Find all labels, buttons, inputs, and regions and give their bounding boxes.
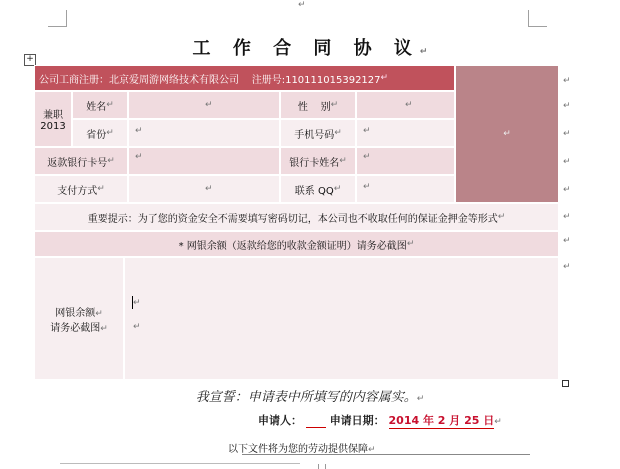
paragraph-mark: ↵ [133, 298, 141, 308]
payment-label-cell [34, 175, 128, 203]
paragraph-mark: ↵ [405, 100, 413, 110]
screenshot-label-line2: 请务必截图↵ [50, 322, 108, 334]
paragraph-mark: ↵ [97, 184, 105, 194]
important-notice-row [34, 203, 559, 231]
gender-label: 性 别 [297, 101, 331, 113]
paragraph-mark: ↵ [563, 76, 571, 86]
footer-line [228, 440, 376, 455]
paragraph-mark: ↵ [330, 100, 339, 110]
company-registration-text: 公司工商注册：北京爱周游网络技术有限公司 注册号:110111015392127 [39, 74, 381, 86]
part-time-year: 2013 [40, 121, 66, 132]
gender-input-cell[interactable] [356, 91, 455, 119]
bank-balance-note-row [34, 231, 559, 257]
important-notice-text: 重要提示：为了您的资金安全不需要填写密码切记，本公司也不收取任何的保证金押金等形式 [87, 213, 498, 225]
page-corner-mark-top-left [48, 10, 67, 27]
page-title [0, 34, 620, 60]
paragraph-mark: ↵ [563, 157, 571, 167]
bank-name-label-cell [280, 147, 356, 175]
bank-card-label: 返款银行卡号 [47, 157, 108, 169]
paragraph-mark: ↵ [363, 182, 371, 192]
paragraph-mark: ↵ [563, 212, 571, 222]
table-move-handle[interactable]: + [24, 54, 36, 66]
bank-name-label: 银行卡姓名 [289, 157, 340, 169]
paragraph-mark: ↵ [416, 394, 425, 404]
footer-text: 以下文件将为您的劳动提供保障 [228, 444, 368, 455]
paragraph-mark: ↵ [107, 156, 115, 166]
part-time-label: 兼职 [43, 110, 63, 121]
paragraph-mark: ↵ [205, 100, 213, 110]
paragraph-mark: ↵ [133, 322, 141, 332]
qq-input-cell[interactable] [356, 175, 455, 203]
paragraph-mark: ↵ [563, 185, 571, 195]
screenshot-label-line1: 网银余额↵ [55, 307, 103, 319]
screenshot-input-cell[interactable] [124, 257, 559, 380]
paragraph-mark: ↵ [333, 184, 342, 194]
phone-label: 手机号码 [294, 129, 335, 141]
date-value[interactable]: 2014 年 2 月 25 日 [388, 414, 495, 427]
name-input-cell[interactable] [128, 91, 280, 119]
paragraph-mark: ↵ [339, 156, 347, 166]
paragraph-mark: ↵ [497, 212, 506, 222]
paragraph-mark: ↵ [563, 262, 571, 272]
paragraph-mark: ↵ [205, 184, 213, 194]
paragraph-mark: ↵ [363, 152, 371, 162]
page-corner-mark-top-right [528, 10, 547, 27]
province-label-cell [72, 119, 128, 147]
paragraph-mark: ↵ [494, 417, 502, 427]
bank-name-input-cell[interactable] [356, 147, 455, 175]
paragraph-mark: ↵ [334, 128, 342, 138]
name-label: 姓名 [86, 101, 107, 113]
paragraph-mark: ↵ [563, 236, 571, 246]
gender-label-cell [280, 91, 356, 119]
province-label: 省份 [86, 129, 107, 141]
screenshot-label-cell [34, 257, 124, 380]
paragraph-mark: ↵ [135, 126, 143, 136]
phone-label-cell [280, 119, 356, 147]
paragraph-mark: ↵ [380, 73, 389, 83]
paragraph-mark: ↵ [135, 152, 143, 162]
bottom-page-rule [60, 463, 300, 464]
top-paragraph-mark: ↵ [298, 0, 306, 10]
payment-label: 支付方式 [57, 185, 98, 197]
paragraph-mark: ↵ [563, 101, 571, 111]
paragraph-mark: ↵ [563, 129, 571, 139]
bank-balance-note-text: * 网银余额（返款给您的收款金额证明）请务必截图 [178, 240, 407, 252]
part-time-cell [34, 91, 72, 147]
paragraph-mark: ↵ [368, 445, 376, 455]
company-registration-row [34, 65, 455, 91]
name-label-cell [72, 91, 128, 119]
applicant-input[interactable] [306, 414, 326, 428]
phone-input-cell[interactable] [356, 119, 455, 147]
photo-area[interactable] [455, 65, 559, 203]
declaration-text: 我宣誓：申请表中所填写的内容属实。 [195, 390, 417, 405]
declaration-line [0, 386, 620, 405]
page-title-text: 工 作 合 同 协 议 [192, 38, 420, 59]
qq-label-cell [280, 175, 356, 203]
bank-card-label-cell [34, 147, 128, 175]
paragraph-mark: ↵ [106, 100, 114, 110]
paragraph-mark: ↵ [503, 129, 511, 139]
paragraph-mark: ↵ [106, 128, 114, 138]
applicant-date-line [258, 412, 502, 429]
date-label: 申请日期： [329, 414, 385, 427]
province-input-cell[interactable] [128, 119, 280, 147]
paragraph-mark: ↵ [363, 126, 371, 136]
applicant-label: 申请人： [258, 414, 302, 427]
payment-input-cell[interactable] [128, 175, 280, 203]
paragraph-mark: ↵ [419, 47, 428, 57]
bottom-scroll-marker [318, 464, 326, 469]
bank-card-input-cell[interactable] [128, 147, 280, 175]
paragraph-mark: ↵ [406, 239, 415, 249]
qq-label: 联系 QQ [294, 185, 334, 197]
